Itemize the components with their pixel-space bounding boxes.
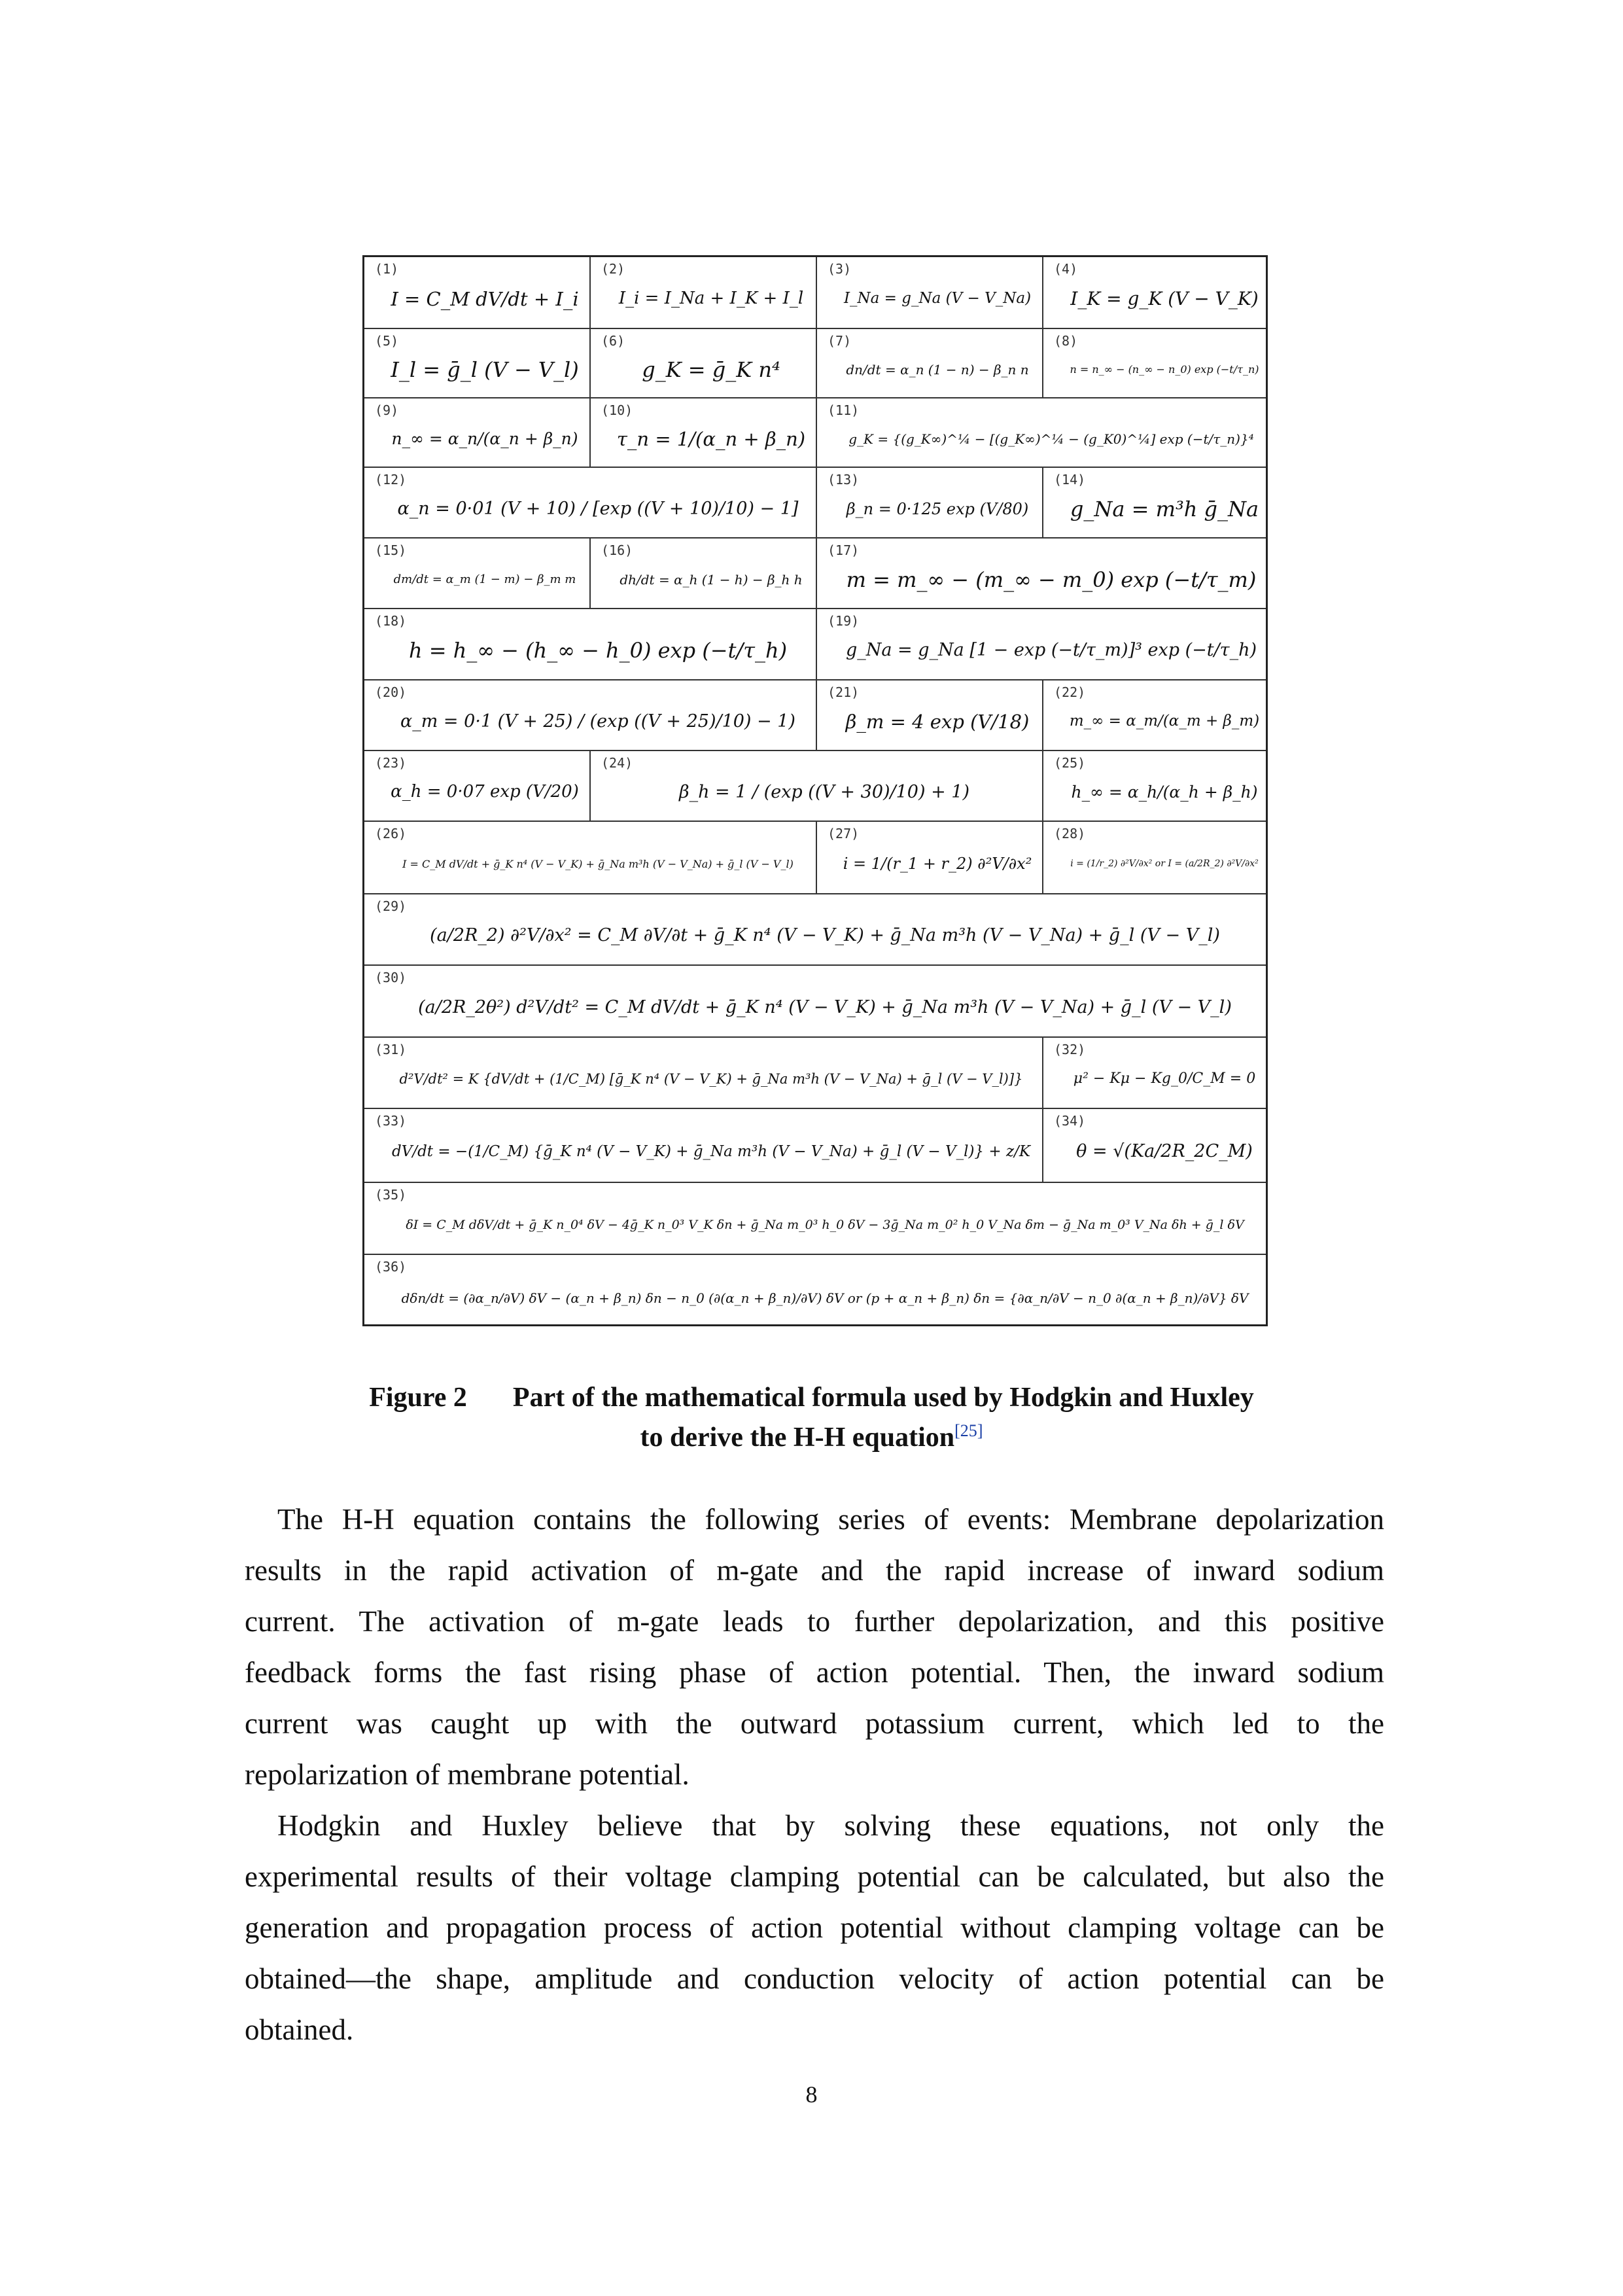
equation-cell	[364, 1183, 1270, 1254]
equation-row	[364, 1255, 1266, 1328]
equation-cell	[591, 257, 817, 328]
equation-cell	[1043, 751, 1270, 821]
equation-cell	[364, 257, 591, 328]
equation-cell	[817, 468, 1043, 537]
equation-number: (17)	[828, 542, 860, 558]
equation-formula: I_l = ḡ_l (V − V_l)	[391, 357, 579, 382]
equation-cell	[817, 609, 1270, 679]
equation-formula: g_Na = g_Na [1 − exp (−t/τ_m)]³ exp (−t/τ_h)	[845, 640, 1257, 661]
equation-row	[364, 1038, 1266, 1109]
equation-number: (34)	[1054, 1113, 1086, 1129]
equation-cell	[817, 257, 1043, 328]
equation-number: (24)	[601, 755, 633, 771]
equation-row	[364, 894, 1266, 966]
body-line: obtained.	[245, 2013, 354, 2046]
equation-formula: β_h = 1 / (exp ((V + 30)/10) + 1)	[678, 781, 970, 802]
equation-number: (33)	[375, 1113, 407, 1129]
equation-number: (29)	[375, 898, 407, 914]
figure-caption-line-1	[0, 1382, 1623, 1413]
equation-formula: β_n = 0·125 exp (V/80)	[846, 499, 1029, 518]
equation-formula: m_∞ = α_m/(α_m + β_m)	[1069, 713, 1260, 730]
equation-formula: I = C_M dV/dt + ḡ_K n⁴ (V − V_K) + ḡ_Na m³h (V − V_Na) + ḡ_l (V − V_l)	[402, 857, 794, 870]
equation-cell	[591, 751, 1043, 821]
equation-formula: g_K = ḡ_K n⁴	[642, 357, 780, 382]
equation-row	[364, 609, 1266, 680]
equation-row	[364, 966, 1266, 1038]
equation-cell	[817, 680, 1043, 750]
equation-cell	[591, 398, 817, 467]
equation-formula: h = h_∞ − (h_∞ − h_0) exp (−t/τ_h)	[408, 638, 788, 663]
equation-formula: α_m = 0·1 (V + 25) / (exp ((V + 25)/10) − 1)	[400, 711, 795, 732]
equation-row	[364, 1183, 1266, 1255]
equation-cell	[364, 1109, 1043, 1182]
equation-number: (19)	[828, 613, 860, 629]
equation-cell	[817, 398, 1270, 467]
equation-formula: i = (1/r_2) ∂²V/∂x² or I = (a/2R_2) ∂²V/∂x²	[1070, 858, 1259, 870]
equation-cell	[364, 822, 817, 893]
body-line: repolarization of membrane potential.	[245, 1758, 689, 1791]
equation-number: (27)	[828, 826, 860, 841]
equation-row	[364, 1109, 1266, 1183]
equation-number: (7)	[828, 333, 852, 349]
equation-formula: g_Na = m³h ḡ_Na	[1070, 496, 1259, 521]
equation-formula: n = n_∞ − (n_∞ − n_0) exp (−t/τ_n)	[1070, 363, 1259, 376]
equation-cell	[364, 894, 1270, 964]
equation-number: (4)	[1054, 261, 1078, 277]
equation-formula: α_h = 0·07 exp (V/20)	[391, 782, 579, 802]
equation-cell	[817, 822, 1043, 893]
equation-number: (21)	[828, 684, 860, 700]
equation-formula: dn/dt = α_n (1 − n) − β_n n	[846, 362, 1029, 378]
equation-cell	[364, 680, 817, 750]
equation-number: (6)	[601, 333, 625, 349]
equation-cell	[591, 329, 817, 397]
equation-formula: τ_n = 1/(α_n + β_n)	[616, 427, 806, 450]
equation-cell	[1043, 680, 1270, 750]
equation-number: (8)	[1054, 333, 1078, 349]
equation-number: (15)	[375, 542, 407, 558]
page-number: 8	[805, 2081, 818, 2108]
body-line: generation and propagation process of action potential without clamping voltage can be	[245, 1911, 1384, 1944]
equation-formula: (a/2R_2) ∂²V/∂x² = C_M ∂V/∂t + ḡ_K n⁴ (V − V_K) + ḡ_Na m³h (V − V_Na) + ḡ_l (V − V_l)	[430, 925, 1220, 946]
equation-formula: I_i = I_Na + I_K + I_l	[618, 289, 804, 309]
equation-row	[364, 398, 1266, 468]
equation-number: (1)	[375, 261, 399, 277]
equation-cell	[1043, 329, 1270, 397]
equation-number: (11)	[828, 402, 860, 418]
equation-cell	[817, 539, 1270, 608]
equation-cell	[364, 751, 591, 821]
equation-row	[364, 822, 1266, 894]
equation-number: (26)	[375, 826, 407, 841]
equation-number: (9)	[375, 402, 399, 418]
equation-formula: I_K = g_K (V − V_K)	[1070, 288, 1259, 310]
equation-number: (30)	[375, 970, 407, 985]
equation-cell	[1043, 257, 1270, 328]
equation-number: (3)	[828, 261, 852, 277]
equation-number: (16)	[601, 542, 633, 558]
equation-formula: g_K = {(g_K∞)^¼ − [(g_K∞)^¼ − (g_K0)^¼] exp (−t/τ_n)}⁴	[848, 431, 1254, 447]
body-line: current was caught up with the outward potassium current, which led to the	[245, 1707, 1384, 1740]
equation-number: (20)	[375, 684, 407, 700]
equation-formula: β_m = 4 exp (V/18)	[845, 710, 1030, 733]
equation-cell	[1043, 1109, 1270, 1182]
equation-cell	[364, 539, 591, 608]
equation-formula: dV/dt = −(1/C_M) {ḡ_K n⁴ (V − V_K) + ḡ_Na m³h (V − V_Na) + ḡ_l (V − V_l)} + z/K	[391, 1142, 1031, 1160]
equation-number: (25)	[1054, 755, 1086, 771]
equation-formula: d²V/dt² = K {dV/dt + (1/C_M) [ḡ_K n⁴ (V − V_K) + ḡ_Na m³h (V − V_Na) + ḡ_l (V − V_l)]}	[399, 1070, 1023, 1087]
equation-formula: I_Na = g_Na (V − V_Na)	[843, 290, 1032, 308]
equation-formula: dδn/dt = (∂α_n/∂V) δV − (α_n + β_n) δn − n_0 (∂(α_n + β_n)/∂V) δV or (p + α_n + β_n) δn = {∂α_n/∂V − n_0 ∂(α_n + β_n)/∂V} δV	[401, 1290, 1249, 1306]
equation-formula: dh/dt = α_h (1 − h) − β_h h	[620, 572, 803, 588]
equation-formula: dm/dt = α_m (1 − m) − β_m m	[393, 573, 576, 587]
equation-number: (2)	[601, 261, 625, 277]
body-line: experimental results of their voltage clamping potential can be calculated, but also the	[245, 1860, 1384, 1893]
equation-number: (5)	[375, 333, 399, 349]
equation-number: (36)	[375, 1259, 407, 1275]
equation-row	[364, 257, 1266, 329]
figure-caption-line-2	[0, 1421, 1623, 1453]
equation-row	[364, 468, 1266, 539]
equation-formula: μ² − Kμ − Kg_0/C_M = 0	[1073, 1070, 1256, 1087]
equation-cell	[364, 966, 1270, 1036]
body-line: obtained—the shape, amplitude and conduction velocity of action potential can be	[245, 1962, 1384, 1995]
body-line: Hodgkin and Huxley believe that by solving these equations, not only the	[277, 1809, 1384, 1842]
citation-ref: [25]	[954, 1421, 983, 1440]
equation-formula: m = m_∞ − (m_∞ − m_0) exp (−t/τ_m)	[846, 567, 1257, 592]
equation-cell	[364, 1255, 1270, 1328]
equation-formula: n_∞ = α_n/(α_n + β_n)	[391, 429, 578, 448]
equation-formula: α_n = 0·01 (V + 10) / [exp ((V + 10)/10) − 1]	[397, 498, 799, 519]
equation-number: (28)	[1054, 826, 1086, 841]
equation-number: (10)	[601, 402, 633, 418]
body-line: feedback forms the fast rising phase of action potential. Then, the inward sodium	[245, 1656, 1384, 1689]
equation-cell	[364, 329, 591, 397]
equation-formula: i = 1/(r_1 + r_2) ∂²V/∂x²	[843, 855, 1032, 874]
equation-formula: δI = C_M dδV/dt + ḡ_K n_0⁴ δV − 4ḡ_K n_0³ V_K δn + ḡ_Na m_0³ h_0 δV − 3ḡ_Na m_0² h_0 V_Na δm − ḡ_Na m_0³ V_Na δh + ḡ_l δV	[406, 1217, 1244, 1232]
caption-text-1: Part of the mathematical formula used by Hodgkin and Huxley	[512, 1383, 1254, 1413]
equation-number: (32)	[1054, 1042, 1086, 1057]
equation-number: (22)	[1054, 684, 1086, 700]
equation-number: (12)	[375, 472, 407, 487]
equation-cell	[364, 468, 817, 537]
equation-formula: I = C_M dV/dt + I_i	[391, 287, 579, 310]
equation-row	[364, 680, 1266, 751]
body-line: The H-H equation contains the following series of events: Membrane depolarization	[277, 1503, 1384, 1536]
equation-cell	[591, 539, 817, 608]
equation-cell	[364, 398, 591, 467]
caption-text-2: to derive the H-H equation	[640, 1422, 955, 1453]
equation-table	[362, 255, 1268, 1326]
equation-number: (18)	[375, 613, 407, 629]
equation-cell	[364, 609, 817, 679]
body-line: results in the rapid activation of m-gate and the rapid increase of inward sodium	[245, 1554, 1384, 1587]
equation-number: (23)	[375, 755, 407, 771]
equation-row	[364, 329, 1266, 398]
equation-cell	[1043, 1038, 1270, 1108]
equation-number: (13)	[828, 472, 860, 487]
equation-formula: (a/2R_2θ²) d²V/dt² = C_M dV/dt + ḡ_K n⁴ (V − V_K) + ḡ_Na m³h (V − V_Na) + ḡ_l (V − V_l)	[418, 997, 1232, 1017]
equation-cell	[1043, 468, 1270, 537]
equation-cell	[817, 329, 1043, 397]
figure-label: Figure 2	[369, 1383, 467, 1413]
equation-formula: θ = √(Ka/2R_2C_M)	[1076, 1141, 1253, 1162]
equation-row	[364, 751, 1266, 822]
equation-cell	[1043, 822, 1270, 893]
equation-formula: h_∞ = α_h/(α_h + β_h)	[1071, 783, 1258, 802]
equation-number: (31)	[375, 1042, 407, 1057]
equation-cell	[364, 1038, 1043, 1108]
equation-number: (35)	[375, 1187, 407, 1203]
body-line: current. The activation of m-gate leads to further depolarization, and this positive	[245, 1605, 1384, 1638]
equation-number: (14)	[1054, 472, 1086, 487]
equation-row	[364, 539, 1266, 609]
